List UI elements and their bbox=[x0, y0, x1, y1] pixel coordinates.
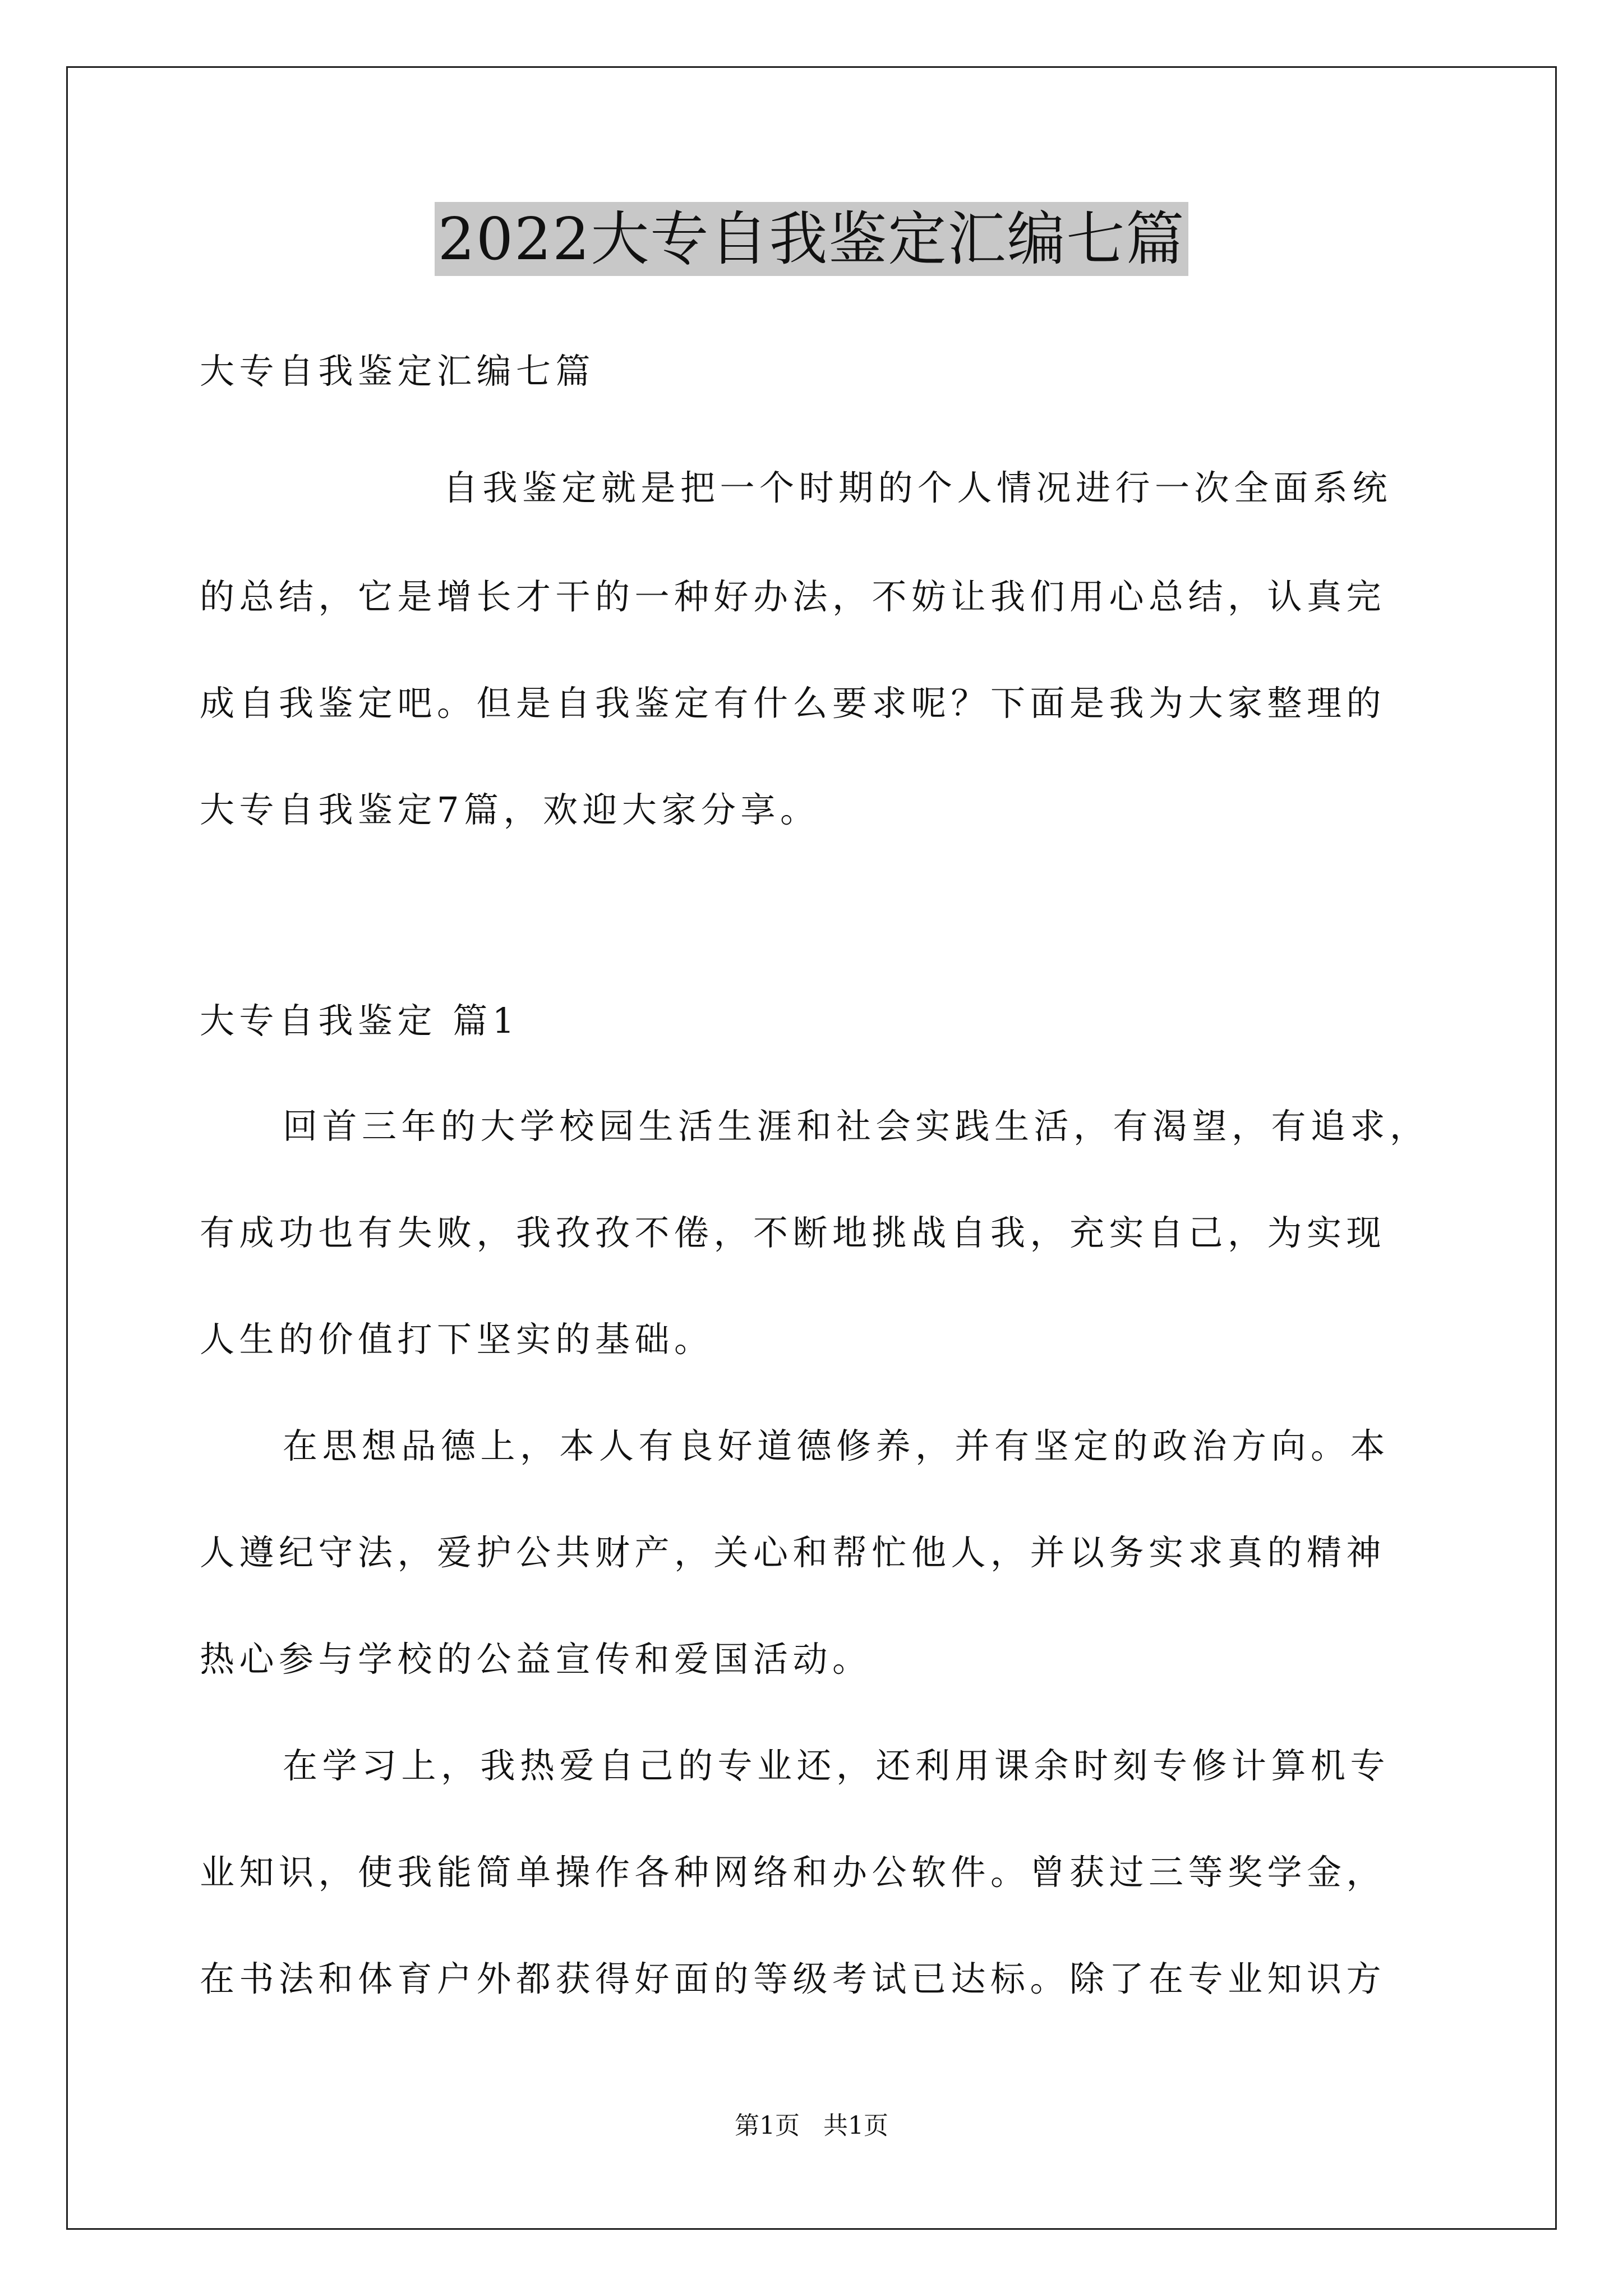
document-title: 2022大专自我鉴定汇编七篇 bbox=[435, 202, 1189, 276]
intro-line: 成自我鉴定吧。但是自我鉴定有什么要求呢？下面是我为大家整理的 bbox=[200, 683, 1386, 724]
paragraph-line: 在思想品德上，本人有良好道德修养，并有坚定的政治方向。本 bbox=[283, 1425, 1390, 1466]
intro-line: 自我鉴定就是把一个时期的个人情况进行一次全面系统 bbox=[443, 467, 1393, 508]
paragraph-line: 业知识，使我能简单操作各种网络和办公软件。曾获过三等奖学金， bbox=[200, 1852, 1386, 1893]
intro-line: 的总结，它是增长才干的一种好办法，不妨让我们用心总结，认真完 bbox=[200, 576, 1386, 617]
paragraph-line: 在书法和体育户外都获得好面的等级考试已达标。除了在专业知识方 bbox=[200, 1958, 1386, 1999]
paragraph-line: 有成功也有失败，我孜孜不倦，不断地挑战自我，充实自己，为实现 bbox=[200, 1212, 1386, 1253]
page-footer: 第1页 共1页 bbox=[735, 2111, 888, 2140]
intro-line: 大专自我鉴定7篇，欢迎大家分享。 bbox=[200, 789, 820, 830]
paragraph-line: 回首三年的大学校园生活生涯和社会实践生活，有渴望，有追求， bbox=[283, 1106, 1430, 1147]
section-heading: 大专自我鉴定 篇1 bbox=[200, 1000, 519, 1041]
paragraph-line: 人生的价值打下坚实的基础。 bbox=[200, 1319, 714, 1360]
paragraph-line: 人遵纪守法，爱护公共财产，关心和帮忙他人，并以务实求真的精神 bbox=[200, 1532, 1386, 1573]
paragraph-line: 热心参与学校的公益宣传和爱国活动。 bbox=[200, 1639, 872, 1680]
paragraph-line: 在学习上，我热爱自己的专业还，还利用课余时刻专修计算机专 bbox=[283, 1745, 1390, 1786]
document-subtitle: 大专自我鉴定汇编七篇 bbox=[200, 351, 596, 392]
document-title-wrapper bbox=[0, 202, 1623, 276]
